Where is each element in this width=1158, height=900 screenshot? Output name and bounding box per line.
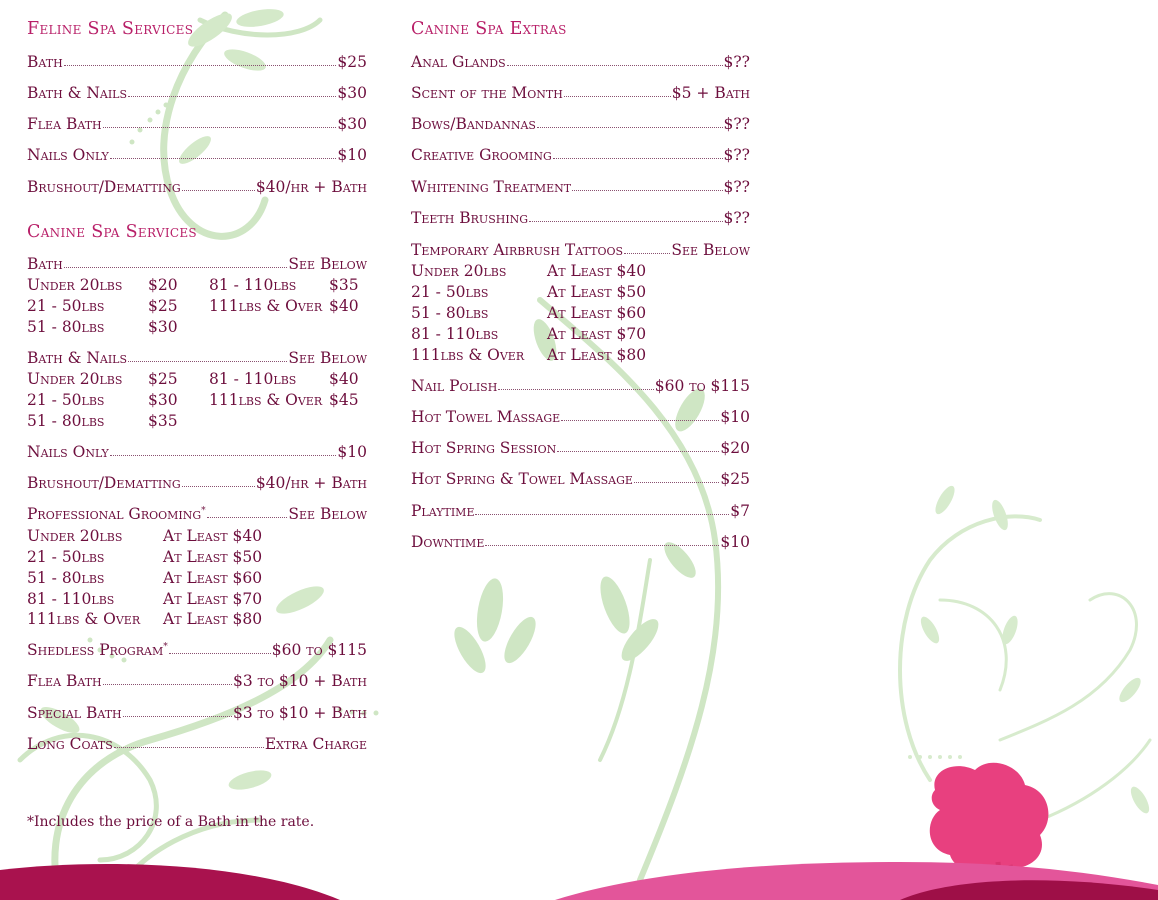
weight-price: At Least $70 [547, 325, 647, 343]
leader-dots [634, 482, 720, 483]
item-price: $?? [723, 178, 750, 196]
feline-section-title: Feline Spa Services [27, 19, 194, 39]
leader-dots [572, 190, 722, 191]
price-row [27, 569, 367, 589]
weight-price: At Least $80 [547, 346, 647, 364]
item-label: Whitening Treatment [411, 178, 572, 196]
weight-price: $35 [329, 276, 359, 294]
canine-item-long-coats [27, 733, 367, 753]
leader-dots [128, 96, 336, 97]
leader-dots [103, 127, 337, 128]
item-price: $60 to $115 [654, 377, 750, 395]
weight-price: At Least $50 [547, 283, 647, 301]
item-label: Hot Spring & Towel Massage [411, 470, 633, 488]
leader-dots [182, 190, 255, 191]
item-price: $10 [337, 443, 367, 461]
item-price: $25 [337, 53, 367, 71]
weight-price: At Least $80 [163, 610, 263, 628]
weight-label: 81 - 110lbs [209, 276, 297, 294]
item-price: $20 [720, 439, 750, 457]
weight-label: 51 - 80lbs [27, 569, 105, 587]
bottom-wave [0, 862, 1158, 900]
weight-label: Under 20lbs [411, 262, 507, 280]
canine-item-brushout [27, 472, 367, 492]
item-label: Shedless Program* [27, 641, 168, 659]
item-label: Hot Spring Session [411, 439, 557, 457]
price-row [27, 610, 367, 630]
feline-item-bath [27, 51, 367, 71]
leader-dots [485, 545, 719, 546]
weight-label: 81 - 110lbs [27, 590, 115, 608]
leader-dots [114, 747, 264, 748]
weight-label: 21 - 50lbs [411, 283, 489, 301]
item-label: Flea Bath [27, 115, 102, 133]
item-label: Brushout/Dematting [27, 474, 181, 492]
weight-label: 51 - 80lbs [27, 318, 105, 336]
canine-item-bath-nails [27, 347, 367, 367]
item-label: Nail Polish [411, 377, 498, 395]
extras-item-downtime [411, 531, 750, 551]
item-price: $10 [720, 408, 750, 426]
item-price: $?? [723, 115, 750, 133]
vine-decoration-right [900, 516, 1150, 820]
extras-item-teeth [411, 207, 750, 227]
canine-item-flea-bath [27, 670, 367, 690]
price-row [27, 297, 367, 317]
weight-price: $30 [148, 318, 178, 336]
leader-dots [110, 158, 337, 159]
price-row [411, 325, 750, 345]
weight-label: Under 20lbs [27, 276, 123, 294]
weight-price: At Least $60 [163, 569, 263, 587]
weight-label: 111lbs & Over [209, 391, 323, 409]
price-row [27, 548, 367, 568]
leader-dots [64, 65, 337, 66]
weight-label: 81 - 110lbs [209, 370, 297, 388]
item-label: Anal Glands [411, 53, 506, 71]
weight-label: 21 - 50lbs [27, 548, 105, 566]
extras-item-creative [411, 144, 750, 164]
price-row [411, 346, 750, 366]
item-label: Bath [27, 255, 63, 273]
item-label: Teeth Brushing [411, 209, 529, 227]
leader-dots [564, 96, 671, 97]
leaf-shapes-center [448, 316, 710, 677]
extras-item-playtime [411, 500, 750, 520]
extras-item-anal-glands [411, 51, 750, 71]
weight-price: At Least $70 [163, 590, 263, 608]
leader-dots [553, 158, 723, 159]
price-row [411, 262, 750, 282]
extras-item-hot-spring [411, 437, 750, 457]
price-row [27, 527, 367, 547]
leaf-shapes-right [917, 483, 1152, 816]
price-row [27, 370, 367, 390]
weight-label: 111lbs & Over [209, 297, 323, 315]
footnote: *Includes the price of a Bath in the rate. [27, 814, 315, 830]
price-row [27, 412, 367, 432]
item-price: $?? [723, 209, 750, 227]
item-price: $40/hr + Bath [255, 178, 367, 196]
weight-label: 111lbs & Over [27, 610, 141, 628]
item-label: Temporary Airbrush Tattoos [411, 241, 624, 259]
item-label: Professional Grooming* [27, 505, 206, 523]
item-price: $10 [337, 146, 367, 164]
item-label: Downtime [411, 533, 485, 551]
price-row [27, 276, 367, 296]
leader-dots [207, 517, 288, 518]
leader-dots [561, 420, 719, 421]
weight-label: 21 - 50lbs [27, 297, 105, 315]
item-price: See Below [288, 255, 367, 273]
item-price: $30 [337, 84, 367, 102]
item-label: Bath & Nails [27, 84, 128, 102]
weight-label: 51 - 80lbs [27, 412, 105, 430]
item-label: Special Bath [27, 704, 122, 722]
leader-dots [529, 221, 722, 222]
weight-price: $30 [148, 391, 178, 409]
item-label: Scent of the Month [411, 84, 563, 102]
weight-price: $25 [148, 297, 178, 315]
item-label: Brushout/Dematting [27, 178, 181, 196]
leader-dots [182, 486, 255, 487]
item-price: $25 [720, 470, 750, 488]
canine-item-shedless [27, 639, 367, 659]
weight-label: Under 20lbs [27, 527, 123, 545]
price-row [411, 283, 750, 303]
weight-label: 51 - 80lbs [411, 304, 489, 322]
price-row [27, 318, 367, 338]
leader-dots [169, 653, 271, 654]
item-label: Nails Only [27, 443, 109, 461]
weight-label: Under 20lbs [27, 370, 123, 388]
item-price: $10 [720, 533, 750, 551]
leader-dots [557, 451, 719, 452]
price-row [411, 304, 750, 324]
weight-price: At Least $60 [547, 304, 647, 322]
item-price: See Below [288, 505, 367, 523]
feline-item-brushout [27, 176, 367, 196]
extras-item-hot-spring-towel [411, 468, 750, 488]
price-row [27, 590, 367, 610]
item-price: Extra Charge [264, 735, 367, 753]
asterisk-mark: * [163, 641, 168, 652]
canine-section-title: Canine Spa Services [27, 222, 197, 242]
item-price: $?? [723, 146, 750, 164]
leader-dots [498, 389, 653, 390]
extras-item-nail-polish [411, 375, 750, 395]
item-price: See Below [671, 241, 750, 259]
extras-section-title: Canine Spa Extras [411, 19, 567, 39]
item-price: See Below [288, 349, 367, 367]
canine-item-nails-only [27, 441, 367, 461]
extras-item-bows [411, 113, 750, 133]
weight-price: $40 [329, 297, 359, 315]
item-price: $5 + Bath [671, 84, 750, 102]
item-label: Bows/Bandannas [411, 115, 536, 133]
item-price: $40/hr + Bath [255, 474, 367, 492]
item-price: $?? [723, 53, 750, 71]
asterisk-mark: * [201, 505, 206, 516]
item-price: $3 to $10 + Bath [232, 672, 367, 690]
leader-dots [624, 253, 670, 254]
weight-label: 81 - 110lbs [411, 325, 499, 343]
leader-dots [128, 361, 287, 362]
leader-dots [537, 127, 723, 128]
extras-item-whitening [411, 176, 750, 196]
leader-dots [110, 455, 337, 456]
leader-dots [64, 267, 288, 268]
item-label: Creative Grooming [411, 146, 552, 164]
feline-item-nails-only [27, 144, 367, 164]
feline-item-flea-bath [27, 113, 367, 133]
canine-item-special-bath [27, 702, 367, 722]
extras-item-tattoos [411, 239, 750, 259]
feline-item-bath-nails [27, 82, 367, 102]
weight-price: $35 [148, 412, 178, 430]
weight-label: 111lbs & Over [411, 346, 525, 364]
leader-dots [507, 65, 723, 66]
weight-price: At Least $40 [547, 262, 647, 280]
item-price: $60 to $115 [271, 641, 367, 659]
canine-item-bath [27, 253, 367, 273]
item-price: $7 [730, 502, 750, 520]
item-label: Bath & Nails [27, 349, 128, 367]
canine-item-grooming [27, 503, 367, 523]
weight-price: $25 [148, 370, 178, 388]
leader-dots [123, 716, 232, 717]
weight-label: 21 - 50lbs [27, 391, 105, 409]
extras-item-hot-towel [411, 406, 750, 426]
weight-price: $20 [148, 276, 178, 294]
extras-item-scent [411, 82, 750, 102]
leader-dots [475, 514, 729, 515]
weight-price: At Least $50 [163, 548, 263, 566]
item-price: $30 [337, 115, 367, 133]
item-label: Playtime [411, 502, 475, 520]
weight-price: $40 [329, 370, 359, 388]
item-label: Long Coats [27, 735, 113, 753]
weight-price: $45 [329, 391, 359, 409]
item-label: Bath [27, 53, 63, 71]
weight-price: At Least $40 [163, 527, 263, 545]
price-row [27, 391, 367, 411]
item-label: Hot Towel Massage [411, 408, 561, 426]
leader-dots [103, 684, 232, 685]
item-price: $3 to $10 + Bath [232, 704, 367, 722]
item-label: Flea Bath [27, 672, 102, 690]
item-label: Nails Only [27, 146, 109, 164]
